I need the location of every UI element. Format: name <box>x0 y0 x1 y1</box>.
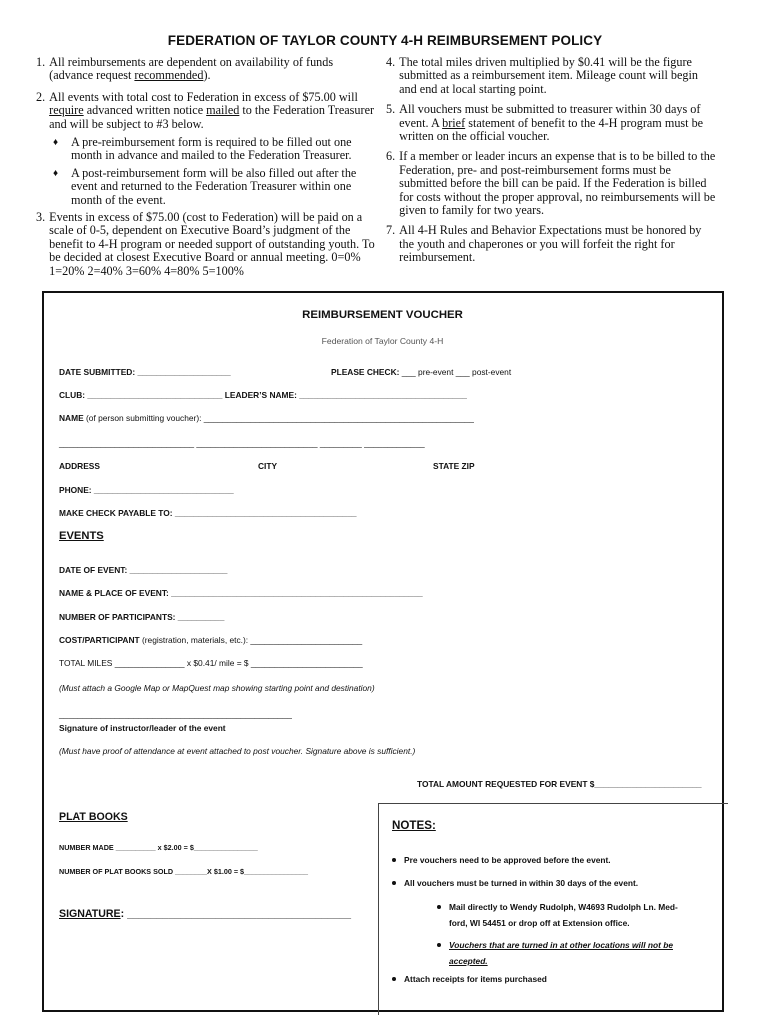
plat-books-heading: PLAT BOOKS <box>59 811 128 823</box>
bullet-icon <box>437 943 441 947</box>
note-item-other-locations: Vouchers that are turned in at other locations will not be accepted. <box>437 937 673 969</box>
club-leader-field[interactable]: CLUB: _____________________________ LEADER’S NAME: ____________________________________ <box>59 390 467 400</box>
item-number: 7. <box>386 223 396 238</box>
diamond-bullet-icon: ♦ <box>53 167 59 179</box>
payable-field[interactable]: MAKE CHECK PAYABLE TO: _______________________________________ <box>59 508 357 518</box>
voucher-subtitle: Federation of Taylor County 4-H <box>321 336 444 346</box>
date-of-event-field[interactable]: DATE OF EVENT: _____________________ <box>59 565 228 575</box>
policy-title: FEDERATION OF TAYLOR COUNTY 4-H REIMBURSEMENT POLICY <box>167 33 603 48</box>
name-field[interactable]: NAME (of person submitting voucher): __________________________________________________________ <box>59 413 474 423</box>
note-item: Attach receipts for items purchased <box>392 974 547 984</box>
proof-note: (Must have proof of attendance at event attached to post voucher. Signature above is sufficient.) <box>59 746 416 756</box>
bullet-icon <box>392 977 396 981</box>
policy-right-column <box>386 56 716 270</box>
city-label: CITY <box>258 461 278 471</box>
cost-participant-field[interactable]: COST/PARTICIPANT (registration, materials, etc.): ________________________ <box>59 635 363 645</box>
policy-bullet: ♦ A pre-reimbursement form is required to be filled out one month in advance and mailed to the Federation Treasurer. <box>53 135 352 163</box>
policy-item-2 <box>36 91 376 131</box>
map-note: (Must attach a Google Map or MapQuest map showing starting point and destination) <box>59 683 375 693</box>
name-place-field[interactable]: NAME & PLACE OF EVENT: ______________________________________________________ <box>59 588 423 598</box>
item-text: Events in excess of $75.00 (cost to Federation) will be paid on a scale of 0-5, dependent on Executive Board’s judgment of the benefit to 4-H program or needed support of outstanding youth. To be decided at closest Executive Board or annual meeting. 0=0% 1=20% 2=40% 3=60% 4=80% 5=100% <box>49 210 375 278</box>
total-amount-field[interactable]: TOTAL AMOUNT REQUESTED FOR EVENT $_______________________ <box>417 779 702 789</box>
item-text: All 4-H Rules and Behavior Expectations must be honored by the youth and chaperones or you will forfeit the right for reimbursement. <box>399 223 702 265</box>
item-number: 5. <box>386 102 396 117</box>
item-text: The total miles driven multiplied by $0.41 will be the figure submitted as a reimbursement item. Mileage count will begin and end at local starting point. <box>399 55 699 96</box>
item-text: All events with total cost to Federation in excess of $75.00 will require advanced written notice mailed to the Federation Treasurer and will be subject to #3 below. <box>49 89 375 131</box>
pre-post-event-checks[interactable]: ___ pre-event ___ post-event <box>401 367 512 377</box>
item-number: 6. <box>386 149 396 164</box>
events-heading: EVENTS <box>59 530 104 542</box>
signature-label: Signature of instructor/leader of the event <box>59 723 226 733</box>
policy-item-5 <box>386 103 716 143</box>
bullet-icon <box>437 905 441 909</box>
please-check-field: PLEASE CHECK: ___ pre-event ___ post-event <box>331 367 512 377</box>
item-text: All reimbursements are dependent on availability of funds (advance request recommended). <box>49 55 334 83</box>
phone-field[interactable]: PHONE: ______________________________ <box>59 485 234 495</box>
address-label: ADDRESS <box>59 461 100 471</box>
bullet-icon <box>392 858 396 862</box>
note-item-mail: Mail directly to Wendy Rudolph, W4693 Rudolph Ln. Med- ford, WI 54451 or drop off at Extension office. <box>437 899 678 931</box>
notes-box <box>378 803 728 1015</box>
policy-bullet: ♦ A post-reimbursement form will be also filled out after the event and returned to the Federation Treasurer within one month of the event. <box>53 165 357 207</box>
voucher-title: REIMBURSEMENT VOUCHER <box>302 309 463 321</box>
policy-item-1 <box>36 56 376 83</box>
notes-heading: NOTES: <box>392 819 436 832</box>
policy-item-6 <box>386 150 716 217</box>
item-text: If a member or leader incurs an expense that is to be billed to the Federation, pre- and post-reimbursement forms must be submitted before the bill can be paid. If the Federation is billed for costs without the proper approval, no reimbursements will be given to family for two years. <box>399 149 716 218</box>
total-miles-field[interactable]: TOTAL MILES _______________ x $0.41/ mile = $ ________________________ <box>59 658 363 668</box>
signature-line[interactable]: __________________________________________________ <box>59 709 292 719</box>
item-number: 1. <box>36 55 46 69</box>
number-sold-field[interactable]: NUMBER OF PLAT BOOKS SOLD ________X $1.00 = $________________ <box>59 867 308 876</box>
item-number: 3. <box>36 210 46 225</box>
item-text: All vouchers must be submitted to treasurer within 30 days of event. A brief statement of benefit to the 4-H program must be written on the official voucher. <box>399 102 704 144</box>
address-lines[interactable]: _____________________________ __________________________ _________ _____________ <box>59 438 425 448</box>
signature-field[interactable]: SIGNATURE: ______________________________________ <box>59 908 351 920</box>
date-submitted-field[interactable]: DATE SUBMITTED: ____________________ <box>59 367 231 377</box>
number-made-field[interactable]: NUMBER MADE __________ x $2.00 = $________________ <box>59 843 258 852</box>
item-number: 4. <box>386 55 396 69</box>
reimbursement-voucher <box>42 291 724 1012</box>
policy-item-7 <box>386 224 716 264</box>
bullet-icon <box>392 881 396 885</box>
note-item: Pre vouchers need to be approved before the event. <box>392 855 611 865</box>
policy-item-4 <box>386 56 716 96</box>
diamond-bullet-icon: ♦ <box>53 137 59 149</box>
policy-left-column <box>36 56 376 283</box>
item-number: 2. <box>36 89 46 104</box>
state-zip-label: STATE ZIP <box>433 461 475 471</box>
policy-item-3 <box>36 211 376 278</box>
participants-field[interactable]: NUMBER OF PARTICIPANTS: __________ <box>59 612 225 622</box>
note-item: All vouchers must be turned in within 30 days of the event. <box>392 878 638 888</box>
